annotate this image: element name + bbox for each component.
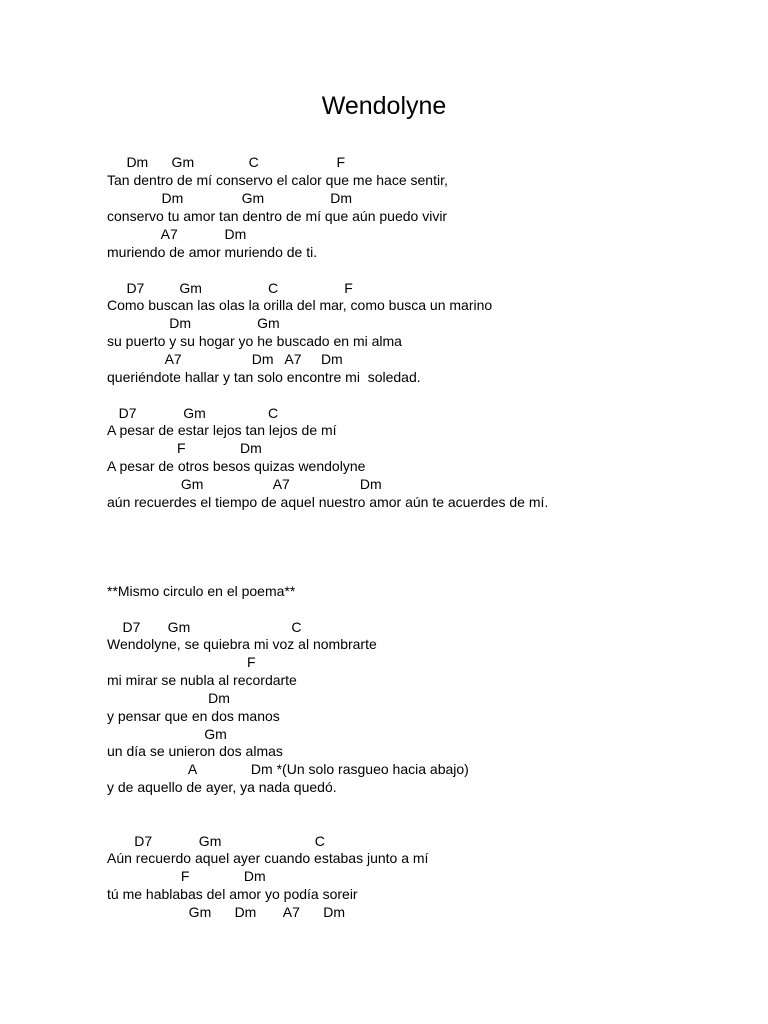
song-line: Dm Gm C F xyxy=(107,154,346,170)
song-line: Dm xyxy=(107,690,230,706)
song-line: Gm Dm A7 Dm xyxy=(107,904,346,920)
song-line: Dm Gm xyxy=(107,315,280,331)
song-line: D7 Gm C xyxy=(107,619,302,635)
song-line: Aún recuerdo aquel ayer cuando estabas junto a mí xyxy=(107,850,429,866)
song-line: su puerto y su hogar yo he buscado en mi alma xyxy=(107,333,402,349)
song-line: A pesar de otros besos quizas wendolyne xyxy=(107,458,366,474)
song-line: Como buscan las olas la orilla del mar, como busca un marino xyxy=(107,297,493,313)
song-title: Wendolyne xyxy=(321,92,447,120)
song-line: Gm A7 Dm xyxy=(107,476,382,492)
song-line: Wendolyne, se quiebra mi voz al nombrarte xyxy=(107,636,377,652)
song-line: tú me hablabas del amor yo podía soreir xyxy=(107,886,358,902)
song-line: queriéndote hallar y tan solo encontre mi soledad. xyxy=(107,369,421,385)
song-line: F Dm xyxy=(107,440,262,456)
song-line: F xyxy=(107,654,256,670)
song-line: y pensar que en dos manos xyxy=(107,708,280,724)
song-line: conservo tu amor tan dentro de mí que aún puedo vivir xyxy=(107,208,448,224)
song-line: y de aquello de ayer, ya nada quedó. xyxy=(107,779,337,795)
song-line: D7 Gm C F xyxy=(107,280,353,296)
song-line: F Dm xyxy=(107,868,266,884)
song-line: A7 Dm xyxy=(107,226,247,242)
song-line: Dm Gm Dm xyxy=(107,190,353,206)
song-line: **Mismo circulo en el poema** xyxy=(107,583,296,599)
song-line: A Dm *(Un solo rasgueo hacia abajo) xyxy=(107,761,469,777)
song-line: muriendo de amor muriendo de ti. xyxy=(107,244,318,260)
song-line: D7 Gm C xyxy=(107,833,325,849)
song-line: D7 Gm C xyxy=(107,405,279,421)
song-line: A7 Dm A7 Dm xyxy=(107,351,343,367)
song-line: mi mirar se nubla al recordarte xyxy=(107,672,297,688)
song-line: un día se unieron dos almas xyxy=(107,743,283,759)
song-line: aún recuerdes el tiempo de aquel nuestro amor aún te acuerdes de mí. xyxy=(107,494,549,510)
song-line: Tan dentro de mí conservo el calor que me hace sentir, xyxy=(107,172,448,188)
song-line: A pesar de estar lejos tan lejos de mí xyxy=(107,422,337,438)
song-line: Gm xyxy=(107,726,227,742)
